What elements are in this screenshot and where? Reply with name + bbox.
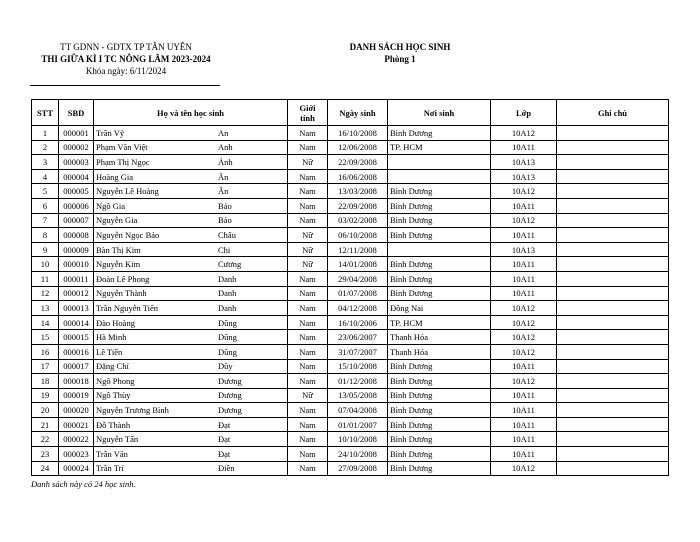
cell-given-name: Dũng [218, 332, 237, 343]
cell-given-name: Ánh [218, 156, 233, 167]
cell-surname: Trần Vỹ [96, 127, 125, 138]
cell-note [557, 242, 669, 257]
cell-pob: Bình Dương [388, 257, 491, 272]
cell-stt: 24 [32, 461, 59, 476]
col-gender [288, 100, 328, 126]
cell-gender: Nữ [288, 257, 328, 272]
cell-pob: Bình Dương [388, 359, 491, 374]
cell-class: 10A12 [491, 315, 557, 330]
header-divider [30, 85, 220, 86]
cell-fullname [94, 213, 288, 228]
exam-title: THI GIỮA KÌ I TC NÔNG LÂM 2023-2024 [41, 54, 211, 64]
cell-class: 10A12 [491, 461, 557, 476]
cell-class: 10A11 [491, 198, 557, 213]
cell-surname: Lê Tiến [96, 346, 123, 357]
cell-dob: 16/10/2008 [328, 126, 388, 141]
cell-stt: 23 [32, 447, 59, 462]
cell-stt: 15 [32, 330, 59, 345]
cell-stt: 9 [32, 242, 59, 257]
cell-fullname [94, 388, 288, 403]
cell-surname: Trần Văn [96, 448, 128, 459]
cell-stt: 10 [32, 257, 59, 272]
cell-pob [388, 242, 491, 257]
cell-given-name: Đạt [218, 448, 231, 459]
cell-note [557, 388, 669, 403]
cell-surname: Phạm Văn Việt [96, 142, 148, 153]
cell-class: 10A12 [491, 374, 557, 389]
cell-note [557, 417, 669, 432]
cell-given-name: Châu [218, 229, 236, 240]
table-row [32, 228, 669, 243]
cell-dob: 23/06/2007 [328, 330, 388, 345]
cell-fullname [94, 271, 288, 286]
cell-surname: Hoàng Gia [96, 171, 134, 182]
cell-class: 10A12 [491, 213, 557, 228]
cell-surname: Ngô Gia [96, 200, 126, 211]
table-row [32, 155, 669, 170]
cell-given-name: Dương [218, 405, 242, 416]
table-row [32, 388, 669, 403]
cell-pob: Bình Dương [388, 126, 491, 141]
cell-surname: Trần Nguyễn Tiến [96, 302, 159, 313]
cell-stt: 22 [32, 432, 59, 447]
cell-class: 10A11 [491, 403, 557, 418]
cell-note [557, 140, 669, 155]
cell-stt: 20 [32, 403, 59, 418]
col-gender-line2: tính [300, 112, 315, 123]
cell-dob: 03/02/2008 [328, 213, 388, 228]
cell-surname: Nguyễn Thành [96, 288, 147, 299]
cell-dob: 12/11/2008 [328, 242, 388, 257]
cell-fullname [94, 432, 288, 447]
cell-class: 10A13 [491, 242, 557, 257]
cell-gender: Nam [288, 140, 328, 155]
cell-dob: 15/10/2008 [328, 359, 388, 374]
student-table [31, 99, 669, 476]
col-class: Lớp [491, 100, 557, 126]
cell-stt: 6 [32, 198, 59, 213]
cell-pob: Bình Dương [388, 374, 491, 389]
cell-fullname [94, 198, 288, 213]
table-row [32, 417, 669, 432]
cell-stt: 4 [32, 169, 59, 184]
col-stt: STT [32, 100, 59, 126]
cell-given-name: Chi [218, 244, 231, 255]
cell-note [557, 257, 669, 272]
cell-sbd: 000022 [59, 432, 94, 447]
cell-sbd: 000019 [59, 388, 94, 403]
cell-note [557, 461, 669, 476]
cell-sbd: 000006 [59, 198, 94, 213]
cell-surname: Nguyễn Trương Bình [96, 405, 169, 416]
cell-stt: 5 [32, 184, 59, 199]
cell-fullname [94, 228, 288, 243]
cell-gender: Nam [288, 359, 328, 374]
cell-class: 10A12 [491, 344, 557, 359]
table-row [32, 374, 669, 389]
cell-given-name: Đạt [218, 419, 231, 430]
cell-dob: 16/06/2008 [328, 169, 388, 184]
cell-stt: 12 [32, 286, 59, 301]
cell-sbd: 000020 [59, 403, 94, 418]
cell-stt: 18 [32, 374, 59, 389]
table-row [32, 359, 669, 374]
cell-sbd: 000012 [59, 286, 94, 301]
cell-stt: 3 [32, 155, 59, 170]
cell-fullname [94, 184, 288, 199]
table-body [32, 126, 669, 476]
cell-fullname [94, 447, 288, 462]
cell-gender: Nam [288, 301, 328, 316]
cell-given-name: Điền [218, 463, 235, 474]
cell-fullname [94, 403, 288, 418]
cell-pob: TP. HCM [388, 140, 491, 155]
cell-class: 10A13 [491, 155, 557, 170]
cell-dob: 24/10/2008 [328, 447, 388, 462]
cell-fullname [94, 417, 288, 432]
cell-given-name: Đạt [218, 434, 231, 445]
cell-note [557, 330, 669, 345]
cell-dob: 06/10/2008 [328, 228, 388, 243]
cell-fullname [94, 374, 288, 389]
col-pob: Nơi sinh [388, 100, 491, 126]
cell-note [557, 126, 669, 141]
table-header-row [32, 100, 669, 126]
cell-sbd: 000002 [59, 140, 94, 155]
cell-gender: Nữ [288, 228, 328, 243]
col-name: Họ và tên học sinh [94, 100, 288, 126]
cell-surname: Đoàn Lê Phong [96, 273, 150, 284]
cell-note [557, 213, 669, 228]
cell-note [557, 228, 669, 243]
cell-note [557, 301, 669, 316]
cell-class: 10A12 [491, 330, 557, 345]
cell-pob: Bình Dương [388, 286, 491, 301]
table-row [32, 126, 669, 141]
cell-dob: 27/09/2008 [328, 461, 388, 476]
cell-fullname [94, 315, 288, 330]
header-right [300, 41, 500, 65]
cell-gender: Nữ [288, 242, 328, 257]
cell-gender: Nữ [288, 155, 328, 170]
cell-given-name: Danh [218, 302, 237, 313]
cell-sbd: 000009 [59, 242, 94, 257]
cell-sbd: 000016 [59, 344, 94, 359]
cell-pob: Bình Dương [388, 388, 491, 403]
cell-gender: Nam [288, 213, 328, 228]
cell-stt: 14 [32, 315, 59, 330]
cell-pob: Bình Dương [388, 417, 491, 432]
cell-surname: Phạm Thị Ngọc [96, 156, 150, 167]
footer-note: Danh sách này có 24 học sinh. [31, 479, 136, 489]
cell-sbd: 000018 [59, 374, 94, 389]
cell-stt: 21 [32, 417, 59, 432]
cell-note [557, 315, 669, 330]
cell-note [557, 184, 669, 199]
cell-pob: Bình Dương [388, 184, 491, 199]
cell-dob: 29/04/2008 [328, 271, 388, 286]
cell-gender: Nam [288, 169, 328, 184]
cell-stt: 2 [32, 140, 59, 155]
cell-gender: Nam [288, 330, 328, 345]
cell-fullname [94, 169, 288, 184]
cell-gender: Nam [288, 447, 328, 462]
cell-dob: 12/06/2008 [328, 140, 388, 155]
cell-dob: 22/09/2008 [328, 198, 388, 213]
cell-given-name: Anh [218, 142, 233, 153]
cell-class: 10A11 [491, 447, 557, 462]
cell-pob: TP. HCM [388, 315, 491, 330]
cell-surname: Hà Minh [96, 332, 127, 343]
cell-given-name: Danh [218, 288, 237, 299]
cell-gender: Nam [288, 198, 328, 213]
cell-sbd: 000024 [59, 461, 94, 476]
table-row [32, 315, 669, 330]
cell-class: 10A12 [491, 301, 557, 316]
cell-class: 10A13 [491, 169, 557, 184]
cell-class: 10A11 [491, 228, 557, 243]
cell-pob: Bình Dương [388, 228, 491, 243]
cell-given-name: Cương [218, 259, 242, 270]
table-row [32, 447, 669, 462]
cell-stt: 7 [32, 213, 59, 228]
cell-stt: 16 [32, 344, 59, 359]
cell-surname: Đỗ Thành [96, 419, 131, 430]
table-row [32, 213, 669, 228]
cell-fullname [94, 257, 288, 272]
cell-gender: Nam [288, 184, 328, 199]
cell-dob: 13/03/2008 [328, 184, 388, 199]
cell-given-name: Dũy [218, 361, 233, 372]
cell-sbd: 000007 [59, 213, 94, 228]
table-row [32, 461, 669, 476]
cell-note [557, 447, 669, 462]
table-row [32, 286, 669, 301]
cell-given-name: Dũng [218, 346, 237, 357]
exam-date: Khóa ngày: 6/11/2024 [85, 66, 167, 76]
cell-sbd: 000004 [59, 169, 94, 184]
cell-sbd: 000010 [59, 257, 94, 272]
cell-class: 10A12 [491, 126, 557, 141]
cell-note [557, 359, 669, 374]
cell-gender: Nam [288, 286, 328, 301]
cell-pob: Bình Dương [388, 461, 491, 476]
cell-gender: Nam [288, 126, 328, 141]
cell-sbd: 000005 [59, 184, 94, 199]
cell-given-name: Ân [218, 171, 229, 182]
cell-dob: 16/10/2006 [328, 315, 388, 330]
cell-gender: Nam [288, 432, 328, 447]
table-row [32, 344, 669, 359]
cell-sbd: 000017 [59, 359, 94, 374]
cell-sbd: 000011 [59, 271, 94, 286]
cell-stt: 11 [32, 271, 59, 286]
cell-given-name: Dũng [218, 317, 237, 328]
cell-surname: Ngô Phong [96, 375, 135, 386]
table-row [32, 403, 669, 418]
cell-gender: Nam [288, 344, 328, 359]
cell-gender: Nam [288, 374, 328, 389]
cell-class: 10A11 [491, 417, 557, 432]
col-note: Ghi chú [557, 100, 669, 126]
cell-given-name: Ân [218, 186, 229, 197]
room-label: Phòng 1 [384, 54, 416, 64]
cell-given-name: Danh [218, 273, 237, 284]
cell-note [557, 271, 669, 286]
cell-given-name: Bảo [218, 200, 232, 211]
document-title: DANH SÁCH HỌC SINH [349, 42, 451, 52]
cell-stt: 17 [32, 359, 59, 374]
cell-surname: Đặng Chí [96, 361, 129, 372]
cell-stt: 1 [32, 126, 59, 141]
cell-sbd: 000014 [59, 315, 94, 330]
cell-given-name: Dương [218, 375, 242, 386]
cell-note [557, 344, 669, 359]
table-row [32, 271, 669, 286]
cell-class: 10A11 [491, 359, 557, 374]
cell-surname: Nguyễn Lê Hoàng [96, 186, 159, 197]
cell-sbd: 000001 [59, 126, 94, 141]
cell-pob: Bình Dương [388, 432, 491, 447]
cell-sbd: 000013 [59, 301, 94, 316]
cell-pob: Bình Dương [388, 447, 491, 462]
cell-pob: Bình Dương [388, 213, 491, 228]
cell-fullname [94, 140, 288, 155]
cell-pob [388, 169, 491, 184]
cell-class: 10A11 [491, 140, 557, 155]
table-row [32, 330, 669, 345]
table-row [32, 242, 669, 257]
org-name: TT GDNN - GDTX TP TÂN UYÊN [60, 42, 192, 52]
cell-class: 10A11 [491, 257, 557, 272]
cell-note [557, 374, 669, 389]
cell-gender: Nữ [288, 388, 328, 403]
cell-gender: Nam [288, 271, 328, 286]
cell-surname: Nguyễn Tấn [96, 434, 139, 445]
cell-surname: Ngô Thùy [96, 390, 131, 401]
cell-fullname [94, 242, 288, 257]
cell-note [557, 198, 669, 213]
cell-class: 10A11 [491, 432, 557, 447]
cell-class: 10A12 [491, 184, 557, 199]
cell-dob: 07/04/2008 [328, 403, 388, 418]
cell-gender: Nam [288, 461, 328, 476]
cell-surname: Đào Hoàng [96, 317, 135, 328]
cell-surname: Trần Trí [96, 463, 124, 474]
cell-sbd: 000003 [59, 155, 94, 170]
cell-fullname [94, 155, 288, 170]
cell-given-name: An [218, 127, 229, 138]
cell-dob: 14/01/2008 [328, 257, 388, 272]
table-row [32, 169, 669, 184]
cell-dob: 01/07/2008 [328, 286, 388, 301]
cell-given-name: Bảo [218, 215, 232, 226]
cell-surname: Nguyễn Kim [96, 259, 141, 270]
table-row [32, 198, 669, 213]
cell-pob: Thanh Hóa [388, 344, 491, 359]
cell-dob: 13/05/2008 [328, 388, 388, 403]
cell-gender: Nam [288, 315, 328, 330]
cell-fullname [94, 126, 288, 141]
cell-sbd: 000021 [59, 417, 94, 432]
col-sbd: SBD [59, 100, 94, 126]
cell-dob: 22/09/2008 [328, 155, 388, 170]
table-row [32, 184, 669, 199]
table-row [32, 301, 669, 316]
cell-pob: Bình Dương [388, 403, 491, 418]
cell-gender: Nam [288, 403, 328, 418]
cell-pob [388, 155, 491, 170]
cell-note [557, 432, 669, 447]
cell-stt: 19 [32, 388, 59, 403]
cell-surname: Bàn Thị Kim [96, 244, 141, 255]
cell-gender: Nam [288, 417, 328, 432]
cell-fullname [94, 301, 288, 316]
cell-sbd: 000015 [59, 330, 94, 345]
cell-dob: 31/07/2007 [328, 344, 388, 359]
table-row [32, 257, 669, 272]
cell-note [557, 169, 669, 184]
col-gender-line1: Giới [299, 102, 316, 113]
cell-class: 10A11 [491, 388, 557, 403]
cell-stt: 8 [32, 228, 59, 243]
cell-dob: 10/10/2008 [328, 432, 388, 447]
cell-pob: Đồng Nai [388, 301, 491, 316]
cell-note [557, 155, 669, 170]
cell-dob: 01/01/2007 [328, 417, 388, 432]
cell-fullname [94, 330, 288, 345]
cell-note [557, 403, 669, 418]
cell-note [557, 286, 669, 301]
cell-surname: Nguyễn Gia [96, 215, 138, 226]
cell-class: 10A11 [491, 271, 557, 286]
header-left [30, 41, 222, 77]
cell-pob: Thanh Hóa [388, 330, 491, 345]
table-row [32, 140, 669, 155]
cell-fullname [94, 286, 288, 301]
cell-surname: Nguyễn Ngọc Bảo [96, 229, 160, 240]
cell-fullname [94, 344, 288, 359]
cell-pob: Bình Dương [388, 198, 491, 213]
cell-fullname [94, 359, 288, 374]
cell-dob: 01/12/2008 [328, 374, 388, 389]
cell-fullname [94, 461, 288, 476]
table-row [32, 432, 669, 447]
cell-given-name: Dương [218, 390, 242, 401]
cell-sbd: 000008 [59, 228, 94, 243]
cell-sbd: 000023 [59, 447, 94, 462]
cell-dob: 04/12/2008 [328, 301, 388, 316]
cell-pob: Bình Dương [388, 271, 491, 286]
cell-class: 10A11 [491, 286, 557, 301]
col-dob: Ngày sinh [328, 100, 388, 126]
cell-stt: 13 [32, 301, 59, 316]
